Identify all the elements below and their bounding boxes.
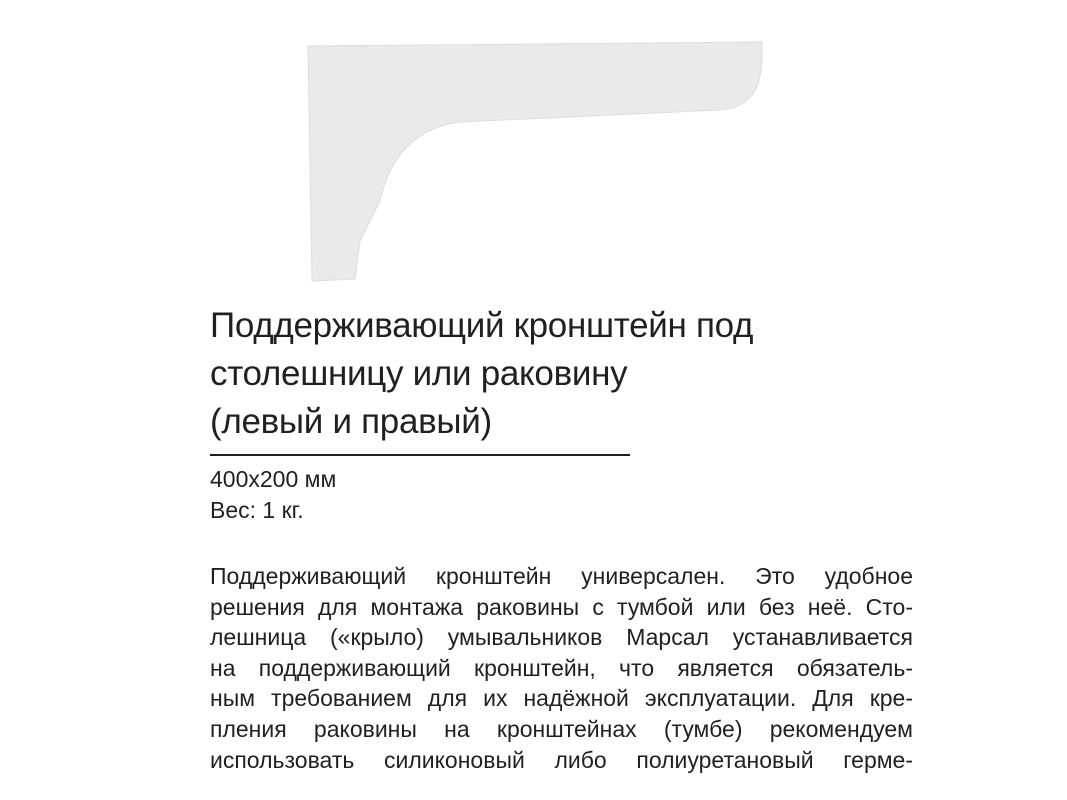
description-line: лешница («крыло) умывальников Марсал устанавливается bbox=[210, 624, 913, 651]
product-specs bbox=[210, 464, 336, 526]
bracket-shape bbox=[308, 42, 762, 281]
product-title-line: Поддерживающий кронштейн под bbox=[210, 306, 754, 345]
product-description bbox=[210, 561, 913, 775]
product-weight: Вес: 1 кг. bbox=[210, 497, 304, 523]
description-line: использовать силиконовый либо полиуретановый герме- bbox=[210, 746, 913, 773]
title-divider bbox=[210, 454, 630, 456]
description-line: ным требованием для их надёжной эксплуатации. Для кре- bbox=[210, 685, 913, 712]
description-line: Поддерживающий кронштейн универсален. Это удобное bbox=[210, 563, 913, 589]
product-dimensions: 400x200 мм bbox=[210, 466, 337, 492]
description-line: пления раковины на кронштейнах (тумбе) рекомендуем bbox=[210, 715, 913, 742]
description-line: решения для монтажа раковины с тумбой или без неё. Сто- bbox=[210, 593, 913, 620]
description-line: на поддерживающий кронштейн, что является обязатель- bbox=[210, 654, 913, 681]
product-title-line: (левый и правый) bbox=[210, 402, 492, 441]
bracket-product-image bbox=[300, 36, 770, 286]
product-title-line: столешницу или раковину bbox=[210, 354, 628, 393]
product-title bbox=[210, 302, 910, 446]
